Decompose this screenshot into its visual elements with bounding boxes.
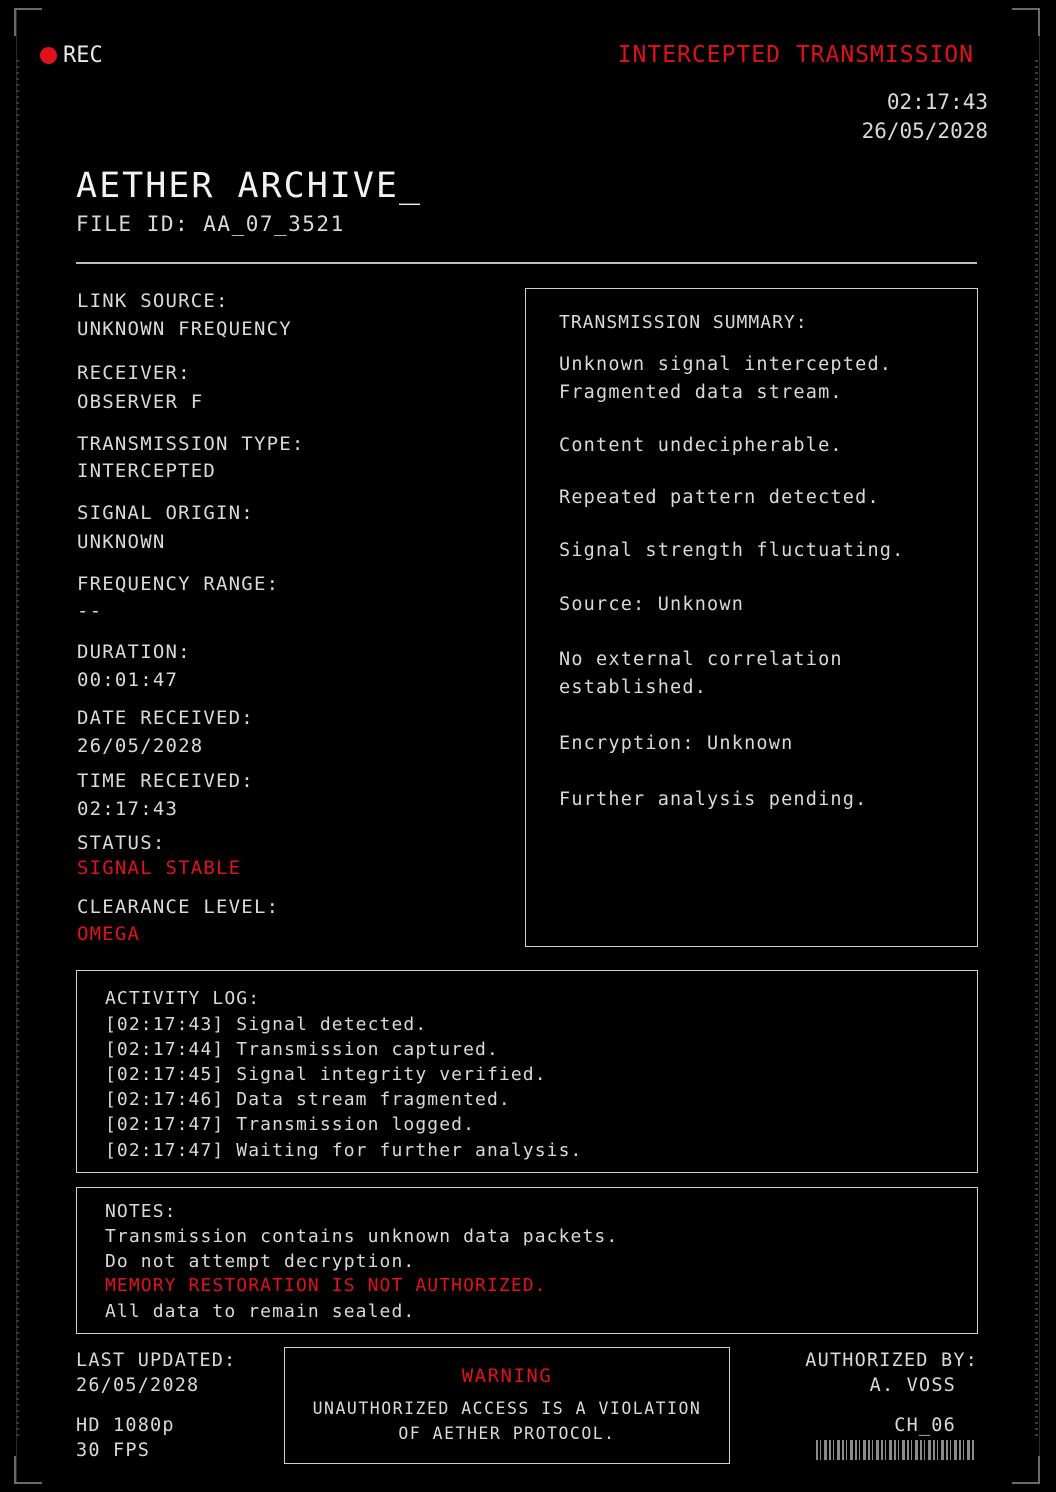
- field-label-receiver: RECEIVER:: [77, 362, 191, 384]
- corner-bracket-bottom-right: [1012, 1456, 1040, 1484]
- field-value-link-source: UNKNOWN FREQUENCY: [77, 318, 292, 340]
- warning-panel: [284, 1347, 730, 1464]
- authorized-by-label: AUTHORIZED BY:: [805, 1350, 978, 1371]
- transmission-tag: INTERCEPTED TRANSMISSION: [617, 42, 974, 68]
- field-label-link-source: LINK SOURCE:: [77, 290, 229, 312]
- video-fps: 30 FPS: [76, 1440, 151, 1461]
- field-label-frequency-range: FREQUENCY RANGE:: [77, 573, 280, 595]
- summary-line: Repeated pattern detected.: [559, 487, 880, 508]
- summary-line: Signal strength fluctuating.: [559, 540, 905, 561]
- notes-panel: [76, 1187, 978, 1334]
- notes-line: Do not attempt decryption.: [105, 1251, 416, 1272]
- log-entry: [02:17:47] Transmission logged.: [105, 1114, 476, 1135]
- field-value-receiver: OBSERVER F: [77, 391, 204, 413]
- notes-line: All data to remain sealed.: [105, 1301, 416, 1322]
- last-updated-date: 26/05/2028: [76, 1375, 200, 1396]
- field-value-clearance-level: OMEGA: [77, 923, 141, 945]
- authorization-block: [805, 1348, 978, 1438]
- notes-warning-line: MEMORY RESTORATION IS NOT AUTHORIZED.: [105, 1275, 547, 1296]
- rec-indicator: [40, 43, 103, 68]
- field-value-status: SIGNAL STABLE: [77, 857, 242, 879]
- field-label-signal-origin: SIGNAL ORIGIN:: [77, 502, 254, 524]
- log-entry: [02:17:45] Signal integrity verified.: [105, 1064, 547, 1085]
- notes-line: Transmission contains unknown data packets.: [105, 1226, 619, 1247]
- rec-label: REC: [63, 43, 103, 68]
- file-id: FILE ID: AA_07_3521: [76, 212, 345, 236]
- log-entry: [02:17:46] Data stream fragmented.: [105, 1089, 511, 1110]
- corner-bracket-top-left: [14, 8, 42, 36]
- channel-label: CH_06: [894, 1415, 956, 1436]
- field-label-transmission-type: TRANSMISSION TYPE:: [77, 433, 305, 455]
- log-entry: [02:17:43] Signal detected.: [105, 1014, 428, 1035]
- header-timestamp: [862, 88, 988, 146]
- footer-meta: [76, 1348, 236, 1463]
- warning-line: OF AETHER PROTOCOL.: [398, 1424, 616, 1443]
- field-value-duration: 00:01:47: [77, 669, 179, 691]
- log-entry: [02:17:47] Waiting for further analysis.: [105, 1140, 583, 1161]
- record-dot-icon: [40, 47, 57, 64]
- warning-title: WARNING: [461, 1365, 553, 1387]
- warning-body: [285, 1396, 729, 1446]
- summary-line: Unknown signal intercepted.: [559, 354, 893, 375]
- corner-bracket-bottom-left: [14, 1456, 42, 1484]
- page-title: AETHER ARCHIVE_: [76, 166, 423, 206]
- summary-line: No external correlation: [559, 649, 843, 670]
- field-label-clearance-level: CLEARANCE LEVEL:: [77, 896, 280, 918]
- field-label-date-received: DATE RECEIVED:: [77, 707, 254, 729]
- summary-line: Further analysis pending.: [559, 789, 868, 810]
- summary-line: Fragmented data stream.: [559, 382, 843, 403]
- field-value-transmission-type: INTERCEPTED: [77, 460, 217, 482]
- header-date: 26/05/2028: [861, 119, 988, 143]
- field-value-time-received: 02:17:43: [77, 798, 179, 820]
- field-value-frequency-range: --: [77, 600, 103, 622]
- right-edge-ticks: [1035, 60, 1038, 1440]
- last-updated-label: LAST UPDATED:: [76, 1350, 237, 1371]
- summary-line: Source: Unknown: [559, 594, 745, 615]
- activity-log-title: ACTIVITY LOG:: [105, 988, 261, 1009]
- field-value-signal-origin: UNKNOWN: [77, 531, 166, 553]
- activity-log-panel: [76, 970, 978, 1173]
- field-label-time-received: TIME RECEIVED:: [77, 770, 254, 792]
- warning-line: UNAUTHORIZED ACCESS IS A VIOLATION: [312, 1399, 702, 1418]
- field-value-date-received: 26/05/2028: [77, 735, 204, 757]
- summary-line: Content undecipherable.: [559, 435, 843, 456]
- log-entry: [02:17:44] Transmission captured.: [105, 1039, 499, 1060]
- header-divider: [76, 262, 977, 264]
- authorized-by-name: A. VOSS: [869, 1375, 956, 1396]
- notes-title: NOTES:: [105, 1201, 177, 1222]
- corner-bracket-top-right: [1012, 8, 1040, 36]
- transmission-summary-panel: [525, 288, 978, 947]
- summary-line: Encryption: Unknown: [559, 733, 794, 754]
- left-edge-ticks: [16, 60, 19, 1440]
- field-label-duration: DURATION:: [77, 641, 191, 663]
- field-label-status: STATUS:: [77, 832, 166, 854]
- header-time: 02:17:43: [886, 90, 988, 114]
- barcode-icon: [816, 1440, 974, 1460]
- summary-line: established.: [559, 677, 708, 698]
- summary-title: TRANSMISSION SUMMARY:: [559, 312, 808, 333]
- video-resolution: HD 1080p: [76, 1415, 175, 1436]
